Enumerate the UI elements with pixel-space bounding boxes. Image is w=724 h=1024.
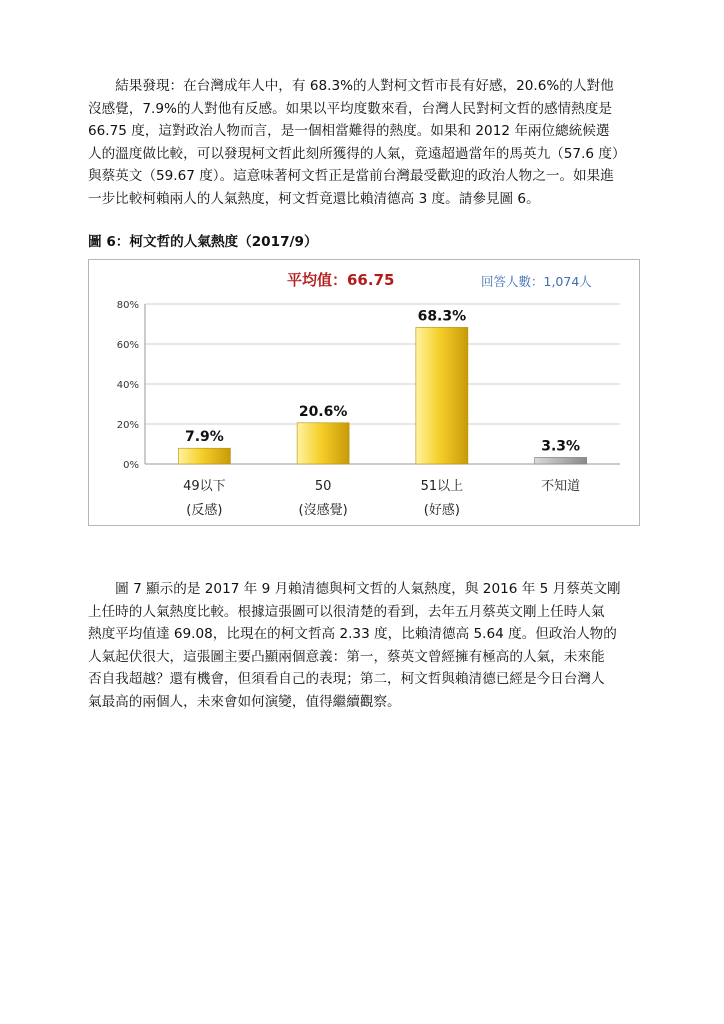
x-tick-sublabel: (反感): [186, 503, 223, 518]
chart-frame: [88, 259, 640, 526]
text-line: 人氣起伏很大，這張圖主要凸顯兩個意義：第一，蔡英文曾經擁有極高的人氣，未來能: [88, 648, 605, 665]
x-tick-label: 不知道: [541, 479, 581, 494]
figure-caption: 圖 6：柯文哲的人氣熱度（2017/9）: [88, 234, 318, 250]
text-line: 否自我超越？還有機會，但須看自己的表現；第二，柯文哲與賴清德已經是今日台灣人: [88, 671, 605, 688]
text-line: 熱度平均值達 69.08，比現在的柯文哲高 2.33 度，比賴清德高 5.64 度。但政治人物的: [88, 626, 617, 643]
data-label: 7.9%: [184, 429, 224, 446]
text-line: 結果發現：在台灣成年人中，有 68.3%的人對柯文哲市長有好感，20.6%的人對他: [88, 78, 614, 94]
y-tick-label: 60%: [116, 340, 139, 351]
text-line: 沒感覺，7.9%的人對他有反感。如果以平均度數來看，台灣人民對柯文哲的感情熱度是: [88, 100, 612, 117]
text-line: 圖 7 顯示的是 2017 年 9 月賴清德與柯文哲的人氣熱度，與 2016 年 5 月蔡英文剛: [88, 581, 621, 597]
text-line: 人的溫度做比較，可以發現柯文哲此刻所獲得的人氣，竟遠超過當年的馬英九（57.6 度）: [88, 145, 626, 162]
text-line: 上任時的人氣熱度比較。根據這張圖可以很清楚的看到，去年五月蔡英文剛上任時人氣: [88, 603, 605, 620]
x-tick-sublabel: (沒感覺): [298, 503, 348, 518]
bar: [416, 327, 468, 464]
data-label: 20.6%: [298, 403, 348, 420]
paragraph-results: [88, 75, 644, 211]
bar: [178, 448, 230, 464]
text-line: 與蔡英文（59.67 度）。這意味著柯文哲正是當前台灣最受歡迎的政治人物之一。如果進: [88, 168, 614, 185]
paragraph-comparison: [88, 578, 644, 714]
y-tick-label: 80%: [116, 300, 139, 311]
text-line: 一步比較柯賴兩人的人氣熱度，柯文哲竟還比賴清德高 3 度。請參見圖 6。: [88, 190, 540, 207]
y-tick-label: 0%: [123, 460, 139, 471]
respondents-label: 回答人數：1,074人: [481, 274, 592, 289]
bar-chart: [89, 260, 639, 525]
x-tick-sublabel: (好感): [423, 503, 460, 518]
x-tick-label: 51以上: [420, 479, 464, 494]
text-line: 66.75 度，這對政治人物而言，是一個相當難得的熱度。如果和 2012 年兩位總統候選: [88, 123, 610, 140]
x-tick-label: 49以下: [183, 479, 226, 494]
y-tick-label: 40%: [116, 380, 139, 391]
y-tick-label: 20%: [116, 420, 139, 431]
bar: [535, 457, 587, 464]
bar: [297, 423, 349, 464]
average-label: 平均值：66.75: [287, 271, 395, 289]
data-label: 68.3%: [417, 308, 467, 325]
data-label: 3.3%: [541, 438, 581, 455]
x-tick-label: 50: [314, 479, 332, 494]
text-line: 氣最高的兩個人，未來會如何演變，值得繼續觀察。: [88, 693, 401, 710]
